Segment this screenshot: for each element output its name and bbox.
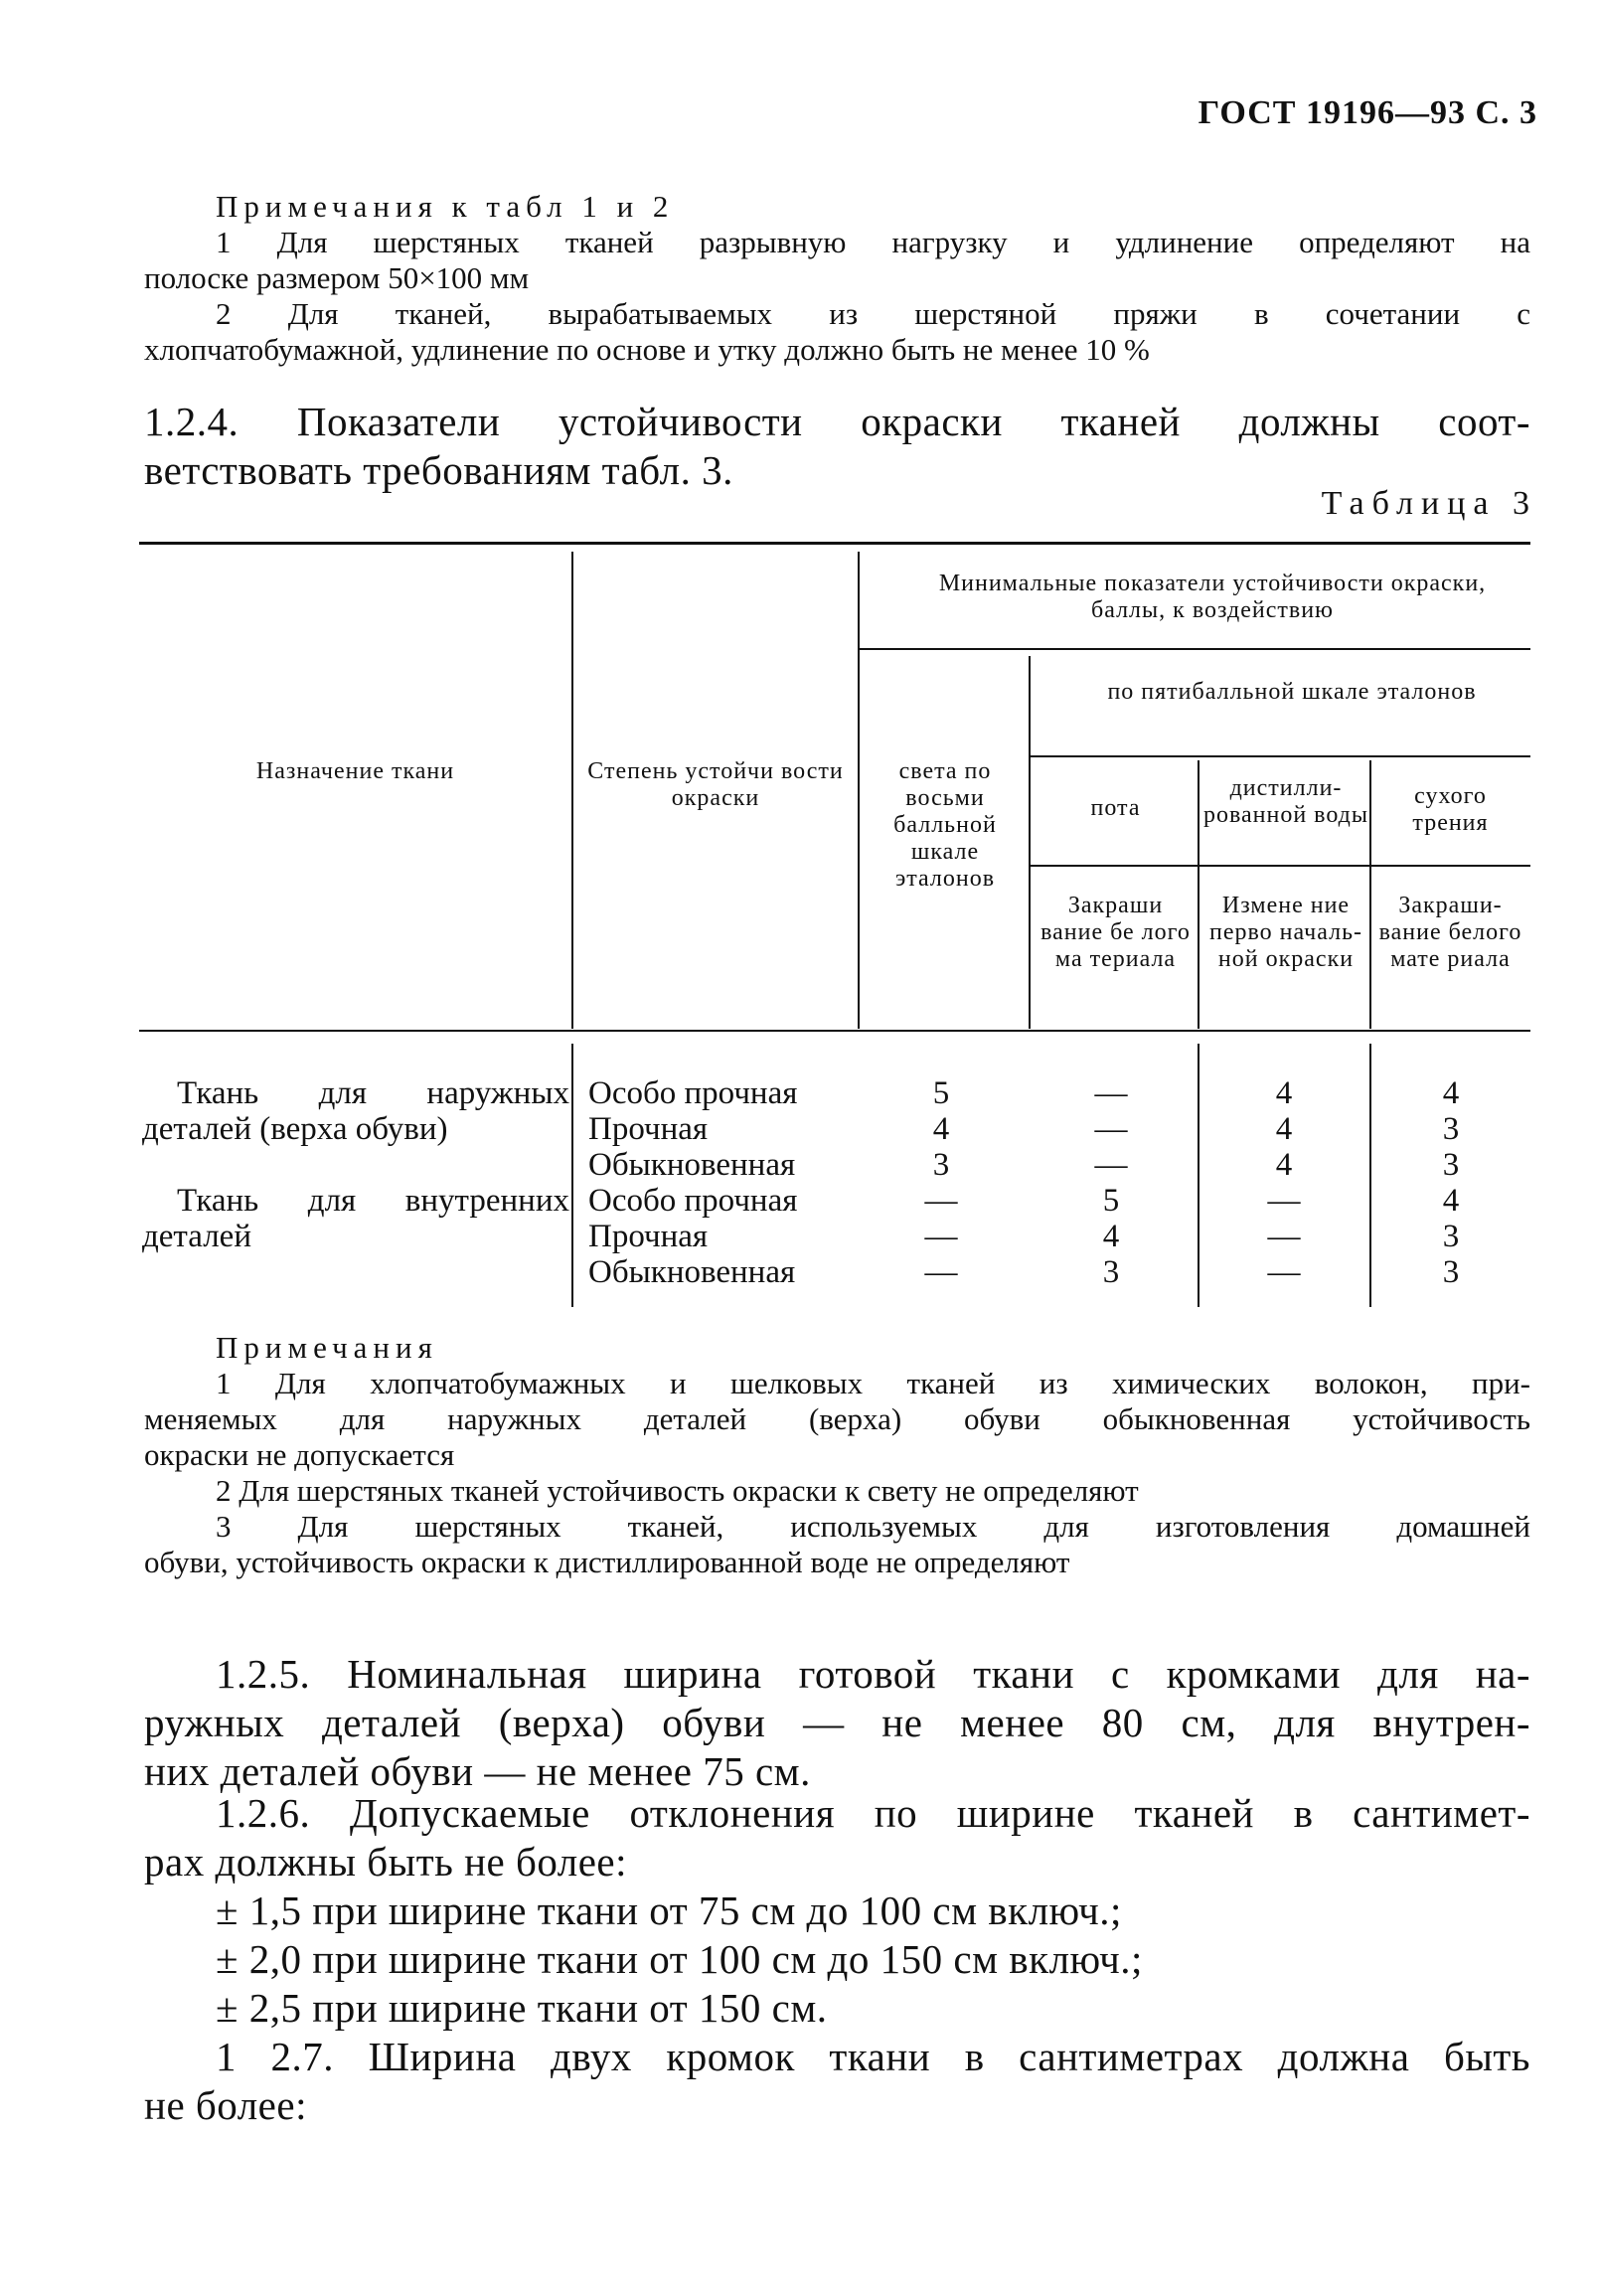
cell-sweat: — — [1094, 1075, 1128, 1111]
section-1-2-4 — [144, 398, 1530, 495]
table-col-rule — [1369, 1044, 1371, 1307]
header-sweat: пота — [1090, 795, 1141, 821]
notes-title: Примечания — [216, 1330, 438, 1365]
paragraph-line: не более: — [144, 2082, 307, 2128]
cell-dry: 3 — [1442, 1111, 1460, 1147]
row-degree: Особо прочная — [588, 1075, 798, 1111]
table-header-subrule — [1031, 865, 1530, 867]
paragraph-line: них деталей обуви — не менее 75 см. — [144, 1748, 811, 1794]
group-purpose-line: деталей (верха обуви) — [142, 1111, 448, 1147]
table-header-subrule — [1031, 755, 1530, 757]
cell-sweat: 3 — [1102, 1254, 1120, 1290]
header-dry: сухого трения — [1412, 783, 1489, 836]
cell-light: — — [924, 1219, 958, 1254]
header-min-group: Минимальные показатели устойчивости окраски, баллы, к воздействию — [938, 571, 1487, 623]
cell-water: 4 — [1275, 1111, 1293, 1147]
table-col-rule — [858, 552, 860, 1029]
note-line: 1 Для шерстяных тканей разрывную нагрузку и удлинение определяют на — [216, 225, 1530, 259]
cell-light: 3 — [932, 1147, 950, 1183]
cell-water: 4 — [1275, 1075, 1293, 1111]
cell-sweat: 4 — [1102, 1219, 1120, 1254]
note-line: хлопчатобумажной, удлинение по основе и утку должно быть не менее 10 % — [144, 332, 1150, 367]
note-line: 2 Для тканей, вырабатываемых из шерстяной пряжи в сочетании с — [216, 296, 1530, 331]
cell-sweat: 5 — [1102, 1183, 1120, 1219]
cell-water: — — [1267, 1254, 1301, 1290]
cell-dry: 3 — [1442, 1254, 1460, 1290]
row-degree: Особо прочная — [588, 1183, 798, 1219]
cell-dry: 3 — [1442, 1219, 1460, 1254]
list-item: ± 1,5 при ширине ткани от 75 см до 100 см включ.; — [216, 1887, 1122, 1933]
paragraph-line: ружных деталей (верха) обуви — не менее 80 см, для внутрен- — [144, 1700, 1530, 1745]
table-caption: Таблица 3 — [1321, 485, 1537, 522]
note-line: 1 Для хлопчатобумажных и шелковых тканей из химических волокон, при- — [216, 1366, 1530, 1400]
paragraph-line: рах должны быть не более: — [144, 1839, 628, 1885]
row-degree: Прочная — [588, 1219, 709, 1254]
row-degree: Прочная — [588, 1111, 709, 1147]
section-1-2-7 — [144, 2033, 1530, 2130]
table-col-rule — [571, 1044, 573, 1307]
cell-water: 4 — [1275, 1147, 1293, 1183]
note-line: 3 Для шерстяных тканей, используемых для изготовления домашней — [216, 1509, 1530, 1544]
note-line: меняемых для наружных деталей (верха) обуви обыкновенная устойчивость — [144, 1401, 1530, 1436]
cell-water: — — [1267, 1219, 1301, 1254]
list-item: ± 2,0 при ширине ткани от 100 см до 150 см включ.; — [216, 1936, 1143, 1982]
list-item: ± 2,5 при ширине ткани от 150 см. — [216, 1985, 828, 2031]
header-water: дистилли-рованной воды — [1202, 775, 1368, 828]
group-purpose-line: Ткань для внутренних — [177, 1183, 569, 1219]
page-header: ГОСТ 19196—93 С. 3 — [1198, 94, 1537, 131]
header-sweat-sub: Закраши вание бе лого ма териала — [1040, 893, 1191, 972]
group-purpose-line: Ткань для наружных — [177, 1075, 569, 1111]
notes-table-3 — [144, 1330, 1530, 1580]
header-degree: Степень устойчи вости окраски — [587, 758, 844, 811]
paragraph-line: 1.2.6. Допускаемые отклонения по ширине тканей в сантимет- — [216, 1790, 1530, 1836]
cell-light: 5 — [932, 1075, 950, 1111]
header-purpose: Назначение ткани — [255, 758, 455, 784]
paragraph-line: ветствовать требованиям табл. 3. — [144, 447, 733, 493]
cell-dry: 4 — [1442, 1075, 1460, 1111]
note-line: обуви, устойчивость окраски к дистиллированной воде не определяют — [144, 1545, 1070, 1579]
paragraph-line: 1 2.7. Ширина двух кромок ткани в сантиметрах должна быть — [216, 2034, 1530, 2079]
cell-sweat: — — [1094, 1147, 1128, 1183]
cell-light: — — [924, 1254, 958, 1290]
cell-water: — — [1267, 1183, 1301, 1219]
paragraph-line: 1.2.5. Номинальная ширина готовой ткани с кромками для на- — [216, 1651, 1530, 1697]
note-line: окраски не допускается — [144, 1437, 455, 1472]
cell-dry: 4 — [1442, 1183, 1460, 1219]
table-col-rule — [1029, 656, 1031, 1029]
notes-title: Примечания к табл 1 и 2 — [216, 189, 675, 224]
header-five-point: по пятибалльной шкале эталонов — [1107, 679, 1477, 705]
row-degree: Обыкновенная — [588, 1147, 796, 1183]
table-header-subrule — [860, 648, 1530, 650]
notes-tables-1-2 — [144, 189, 1530, 368]
cell-sweat: — — [1094, 1111, 1128, 1147]
cell-light: — — [924, 1183, 958, 1219]
table-col-rule — [571, 552, 573, 1029]
table-col-rule — [1198, 1044, 1199, 1307]
section-1-2-5 — [144, 1650, 1530, 1796]
table-col-rule — [1198, 760, 1199, 1029]
table-col-rule — [1369, 760, 1371, 1029]
cell-light: 4 — [932, 1111, 950, 1147]
table-top-rule — [139, 542, 1530, 545]
section-1-2-6 — [144, 1789, 1530, 2033]
header-dry-sub: Закраши-вание белого мате риала — [1378, 893, 1522, 972]
cell-dry: 3 — [1442, 1147, 1460, 1183]
group-purpose-line: деталей — [142, 1219, 251, 1254]
header-light: света по восьми балльной шкале эталонов — [893, 758, 997, 892]
paragraph-line: 1.2.4. Показатели устойчивости окраски тканей должны соот- — [144, 399, 1530, 444]
table-header-rule — [139, 1030, 1530, 1032]
note-line: 2 Для шерстяных тканей устойчивость окраски к свету не определяют — [216, 1473, 1139, 1508]
note-line: полоске размером 50×100 мм — [144, 260, 530, 295]
row-degree: Обыкновенная — [588, 1254, 796, 1290]
header-water-sub: Измене ние перво началь-ной окраски — [1208, 893, 1363, 972]
